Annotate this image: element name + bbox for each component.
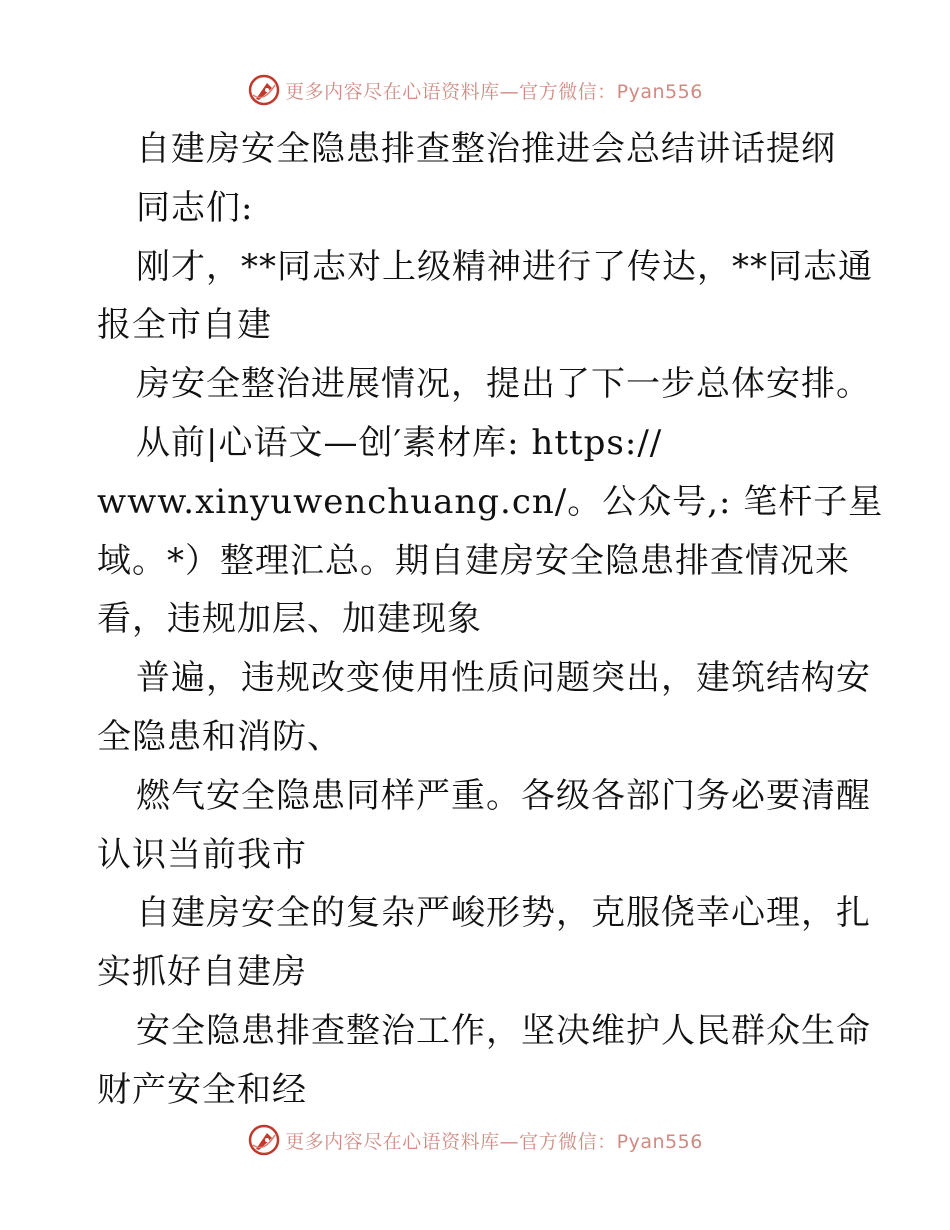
- text-line: 全隐患和消防、: [97, 716, 342, 757]
- text-line: 安全隐患排查整治工作，坚决维护人民群众生命: [136, 1010, 871, 1051]
- text-line: 认识当前我市: [97, 834, 307, 875]
- pen-nib-logo-icon: [247, 73, 281, 107]
- header-banner-text: 更多内容尽在心语资料库—官方微信：Pyan556: [285, 80, 703, 103]
- footer-banner: [0, 1120, 950, 1160]
- text-line: www.xinyuwenchuang.cn/。公众号,: 笔杆子星: [97, 481, 884, 522]
- document-body: [97, 120, 884, 1120]
- text-line: 实抓好自建房: [97, 952, 307, 993]
- pen-nib-logo-icon: [247, 1123, 281, 1157]
- text-line: 报全市自建: [97, 305, 272, 346]
- header-banner: [0, 70, 950, 110]
- text-line: 从前|心语文—创′素材库: https://: [136, 422, 663, 463]
- text-line: 刚才，**同志对上级精神进行了传达，**同志通: [136, 246, 873, 287]
- document-title: 自建房安全隐患排查整治推进会总结讲话提纲: [136, 129, 836, 169]
- text-line: 域。*）整理汇总。期自建房安全隐患排查情况来: [97, 540, 850, 581]
- text-line: 财产安全和经: [97, 1069, 307, 1110]
- text-line: 燃气安全隐患同样严重。各级各部门务必要清醒: [136, 775, 871, 816]
- text-line: 看，违规加层、加建现象: [97, 599, 482, 640]
- text-line: 普遍，违规改变使用性质问题突出，建筑结构安: [136, 658, 871, 699]
- text-line: 同志们:: [136, 187, 254, 228]
- footer-banner-text: 更多内容尽在心语资料库—官方微信：Pyan556: [285, 1130, 703, 1153]
- text-line: 自建房安全的复杂严峻形势，克服侥幸心理，扎: [136, 893, 871, 934]
- text-line: 房安全整治进展情况，提出了下一步总体安排。: [136, 364, 871, 405]
